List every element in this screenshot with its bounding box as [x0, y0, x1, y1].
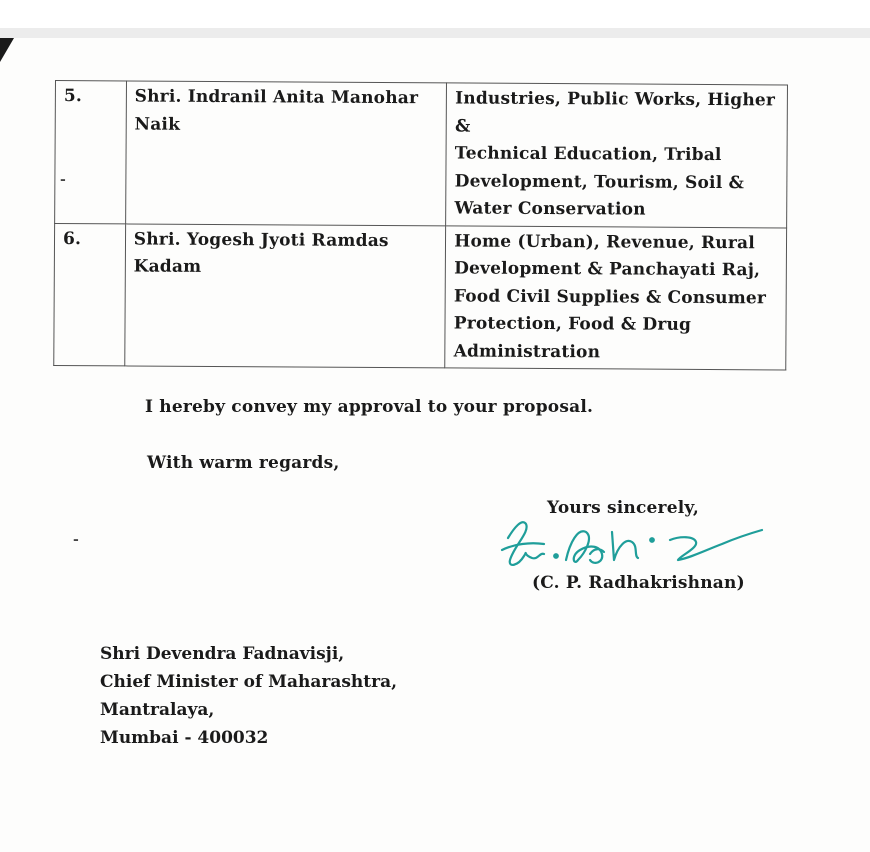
regards-line: With warm regards, [147, 453, 340, 473]
name-line: Shri. Indranil Anita Manohar [134, 86, 419, 109]
corner-mark [0, 38, 14, 62]
portfolio-line: Administration [453, 340, 601, 362]
name-line: Naik [134, 113, 181, 135]
scan-mark: - [73, 532, 79, 548]
top-edge-bar [0, 28, 870, 38]
portfolio-table [53, 80, 788, 370]
minister-name-cell [125, 223, 446, 367]
address-line: Chief Minister of Maharashtra, [100, 672, 398, 692]
scan-mark: - [60, 172, 66, 188]
handwritten-signature [500, 510, 770, 580]
portfolio-line: Water Conservation [454, 198, 646, 220]
portfolio-cell [445, 225, 787, 370]
address-line: Shri Devendra Fadnavisji, [100, 644, 345, 664]
address-line: Mantralaya, [100, 700, 215, 720]
closing-line: Yours sincerely, [547, 498, 699, 518]
portfolio-cell [446, 83, 788, 228]
portfolio-line: Home (Urban), Revenue, Rural [454, 230, 755, 253]
portfolio-line: Technical Education, Tribal [454, 143, 722, 166]
portfolio-line: Industries, Public Works, Higher & [454, 88, 776, 137]
portfolio-line: Development & Panchayati Raj, [454, 258, 761, 281]
serial-number-cell: 6. [54, 223, 126, 366]
portfolio-line: Development, Tourism, Soil & [454, 170, 745, 193]
signatory-name: (C. P. Radhakrishnan) [532, 573, 745, 593]
serial-number-cell: 5. [55, 81, 127, 224]
name-line: Shri. Yogesh Jyoti Ramdas [133, 228, 389, 251]
addressee-block [100, 640, 397, 752]
name-line: Kadam [133, 256, 202, 277]
address-line: Mumbai - 400032 [100, 728, 269, 748]
approval-sentence: I hereby convey my approval to your proposal. [145, 397, 594, 417]
table-row [54, 223, 787, 370]
portfolio-line: Food Civil Supplies & Consumer [453, 285, 767, 308]
table-row [55, 81, 788, 228]
portfolio-line: Protection, Food & Drug [453, 313, 692, 335]
minister-name-cell [125, 81, 446, 225]
